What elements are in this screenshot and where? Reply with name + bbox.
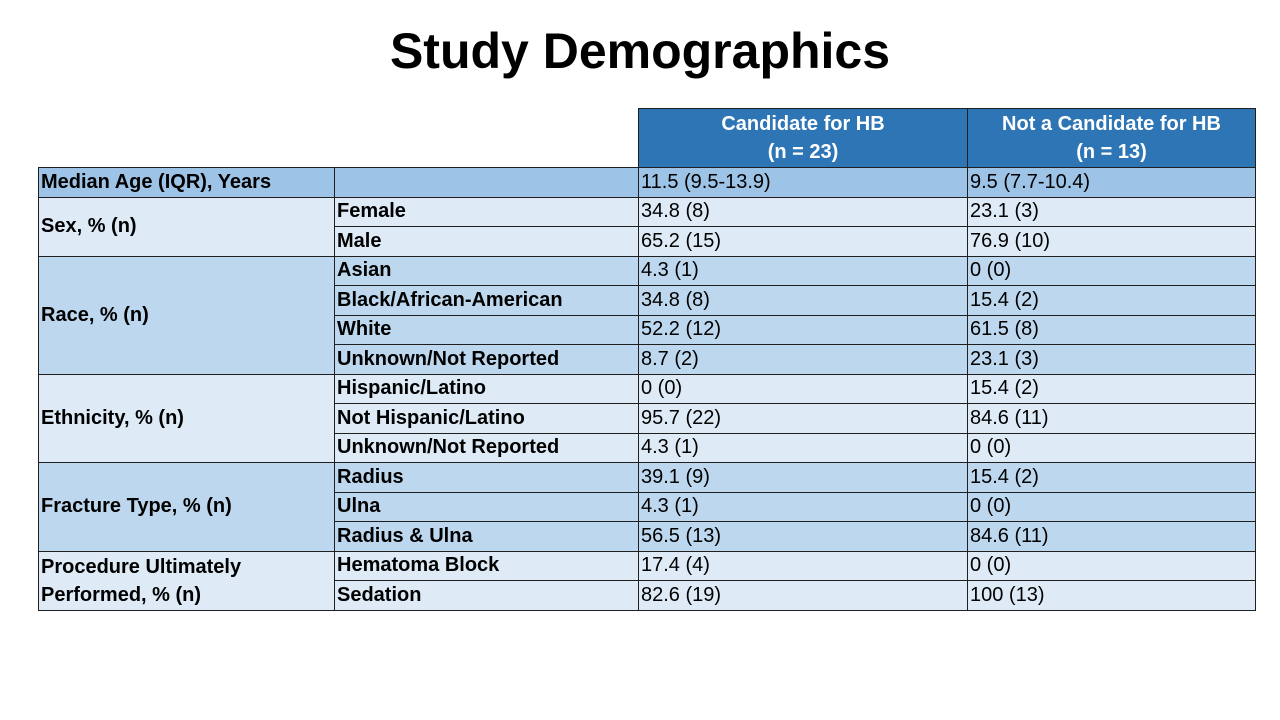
row-label: Hispanic/Latino xyxy=(335,374,639,404)
row-label: Not Hispanic/Latino xyxy=(335,404,639,434)
page-title: Study Demographics xyxy=(389,23,891,79)
cell-candidate: 65.2 (15) xyxy=(639,227,968,257)
median-age-candidate: 11.5 (9.5-13.9) xyxy=(639,168,968,198)
cell-candidate: 39.1 (9) xyxy=(639,463,968,493)
header-candidate-name: Candidate for HB xyxy=(721,113,885,135)
cell-not-candidate: 61.5 (8) xyxy=(968,315,1256,345)
row-label: Female xyxy=(335,197,639,227)
header-row xyxy=(39,109,1256,168)
fracture-label: Fracture Type, % (n) xyxy=(39,463,335,552)
header-not-candidate-name: Not a Candidate for HB xyxy=(1002,113,1221,135)
table-row xyxy=(39,197,1256,227)
table-row xyxy=(39,168,1256,198)
cell-candidate: 52.2 (12) xyxy=(639,315,968,345)
header-blank xyxy=(39,109,639,168)
row-label: White xyxy=(335,315,639,345)
race-label: Race, % (n) xyxy=(39,256,335,374)
cell-candidate: 95.7 (22) xyxy=(639,404,968,434)
cell-not-candidate: 15.4 (2) xyxy=(968,463,1256,493)
sex-label: Sex, % (n) xyxy=(39,197,335,256)
table-row xyxy=(39,256,1256,286)
cell-candidate: 8.7 (2) xyxy=(639,345,968,375)
row-label: Sedation xyxy=(335,581,639,611)
row-label: Black/African-American xyxy=(335,286,639,316)
median-age-blank xyxy=(335,168,639,198)
cell-not-candidate: 0 (0) xyxy=(968,492,1256,522)
cell-not-candidate: 76.9 (10) xyxy=(968,227,1256,257)
cell-not-candidate: 0 (0) xyxy=(968,256,1256,286)
cell-candidate: 4.3 (1) xyxy=(639,433,968,463)
demographics-table xyxy=(38,108,1256,611)
row-label: Hematoma Block xyxy=(335,551,639,581)
median-age-label: Median Age (IQR), Years xyxy=(39,168,335,198)
row-label: Radius & Ulna xyxy=(335,522,639,552)
row-label: Asian xyxy=(335,256,639,286)
cell-candidate: 34.8 (8) xyxy=(639,286,968,316)
row-label: Ulna xyxy=(335,492,639,522)
cell-not-candidate: 23.1 (3) xyxy=(968,197,1256,227)
cell-candidate: 56.5 (13) xyxy=(639,522,968,552)
cell-candidate: 4.3 (1) xyxy=(639,492,968,522)
cell-candidate: 0 (0) xyxy=(639,374,968,404)
cell-candidate: 17.4 (4) xyxy=(639,551,968,581)
table-row xyxy=(39,374,1256,404)
cell-not-candidate: 23.1 (3) xyxy=(968,345,1256,375)
header-candidate xyxy=(639,109,968,168)
procedure-label: Procedure Ultimately Performed, % (n) xyxy=(39,551,335,610)
cell-not-candidate: 100 (13) xyxy=(968,581,1256,611)
cell-candidate: 34.8 (8) xyxy=(639,197,968,227)
cell-not-candidate: 0 (0) xyxy=(968,551,1256,581)
ethnicity-label: Ethnicity, % (n) xyxy=(39,374,335,463)
header-not-candidate-n: (n = 13) xyxy=(1076,141,1147,163)
header-not-candidate xyxy=(968,109,1256,168)
table-row xyxy=(39,551,1256,581)
cell-candidate: 82.6 (19) xyxy=(639,581,968,611)
row-label: Male xyxy=(335,227,639,257)
cell-candidate: 4.3 (1) xyxy=(639,256,968,286)
row-label: Radius xyxy=(335,463,639,493)
cell-not-candidate: 84.6 (11) xyxy=(968,404,1256,434)
row-label: Unknown/Not Reported xyxy=(335,433,639,463)
cell-not-candidate: 15.4 (2) xyxy=(968,374,1256,404)
cell-not-candidate: 0 (0) xyxy=(968,433,1256,463)
table-row xyxy=(39,463,1256,493)
cell-not-candidate: 84.6 (11) xyxy=(968,522,1256,552)
row-label: Unknown/Not Reported xyxy=(335,345,639,375)
median-age-not-candidate: 9.5 (7.7-10.4) xyxy=(968,168,1256,198)
cell-not-candidate: 15.4 (2) xyxy=(968,286,1256,316)
header-candidate-n: (n = 23) xyxy=(767,141,839,163)
